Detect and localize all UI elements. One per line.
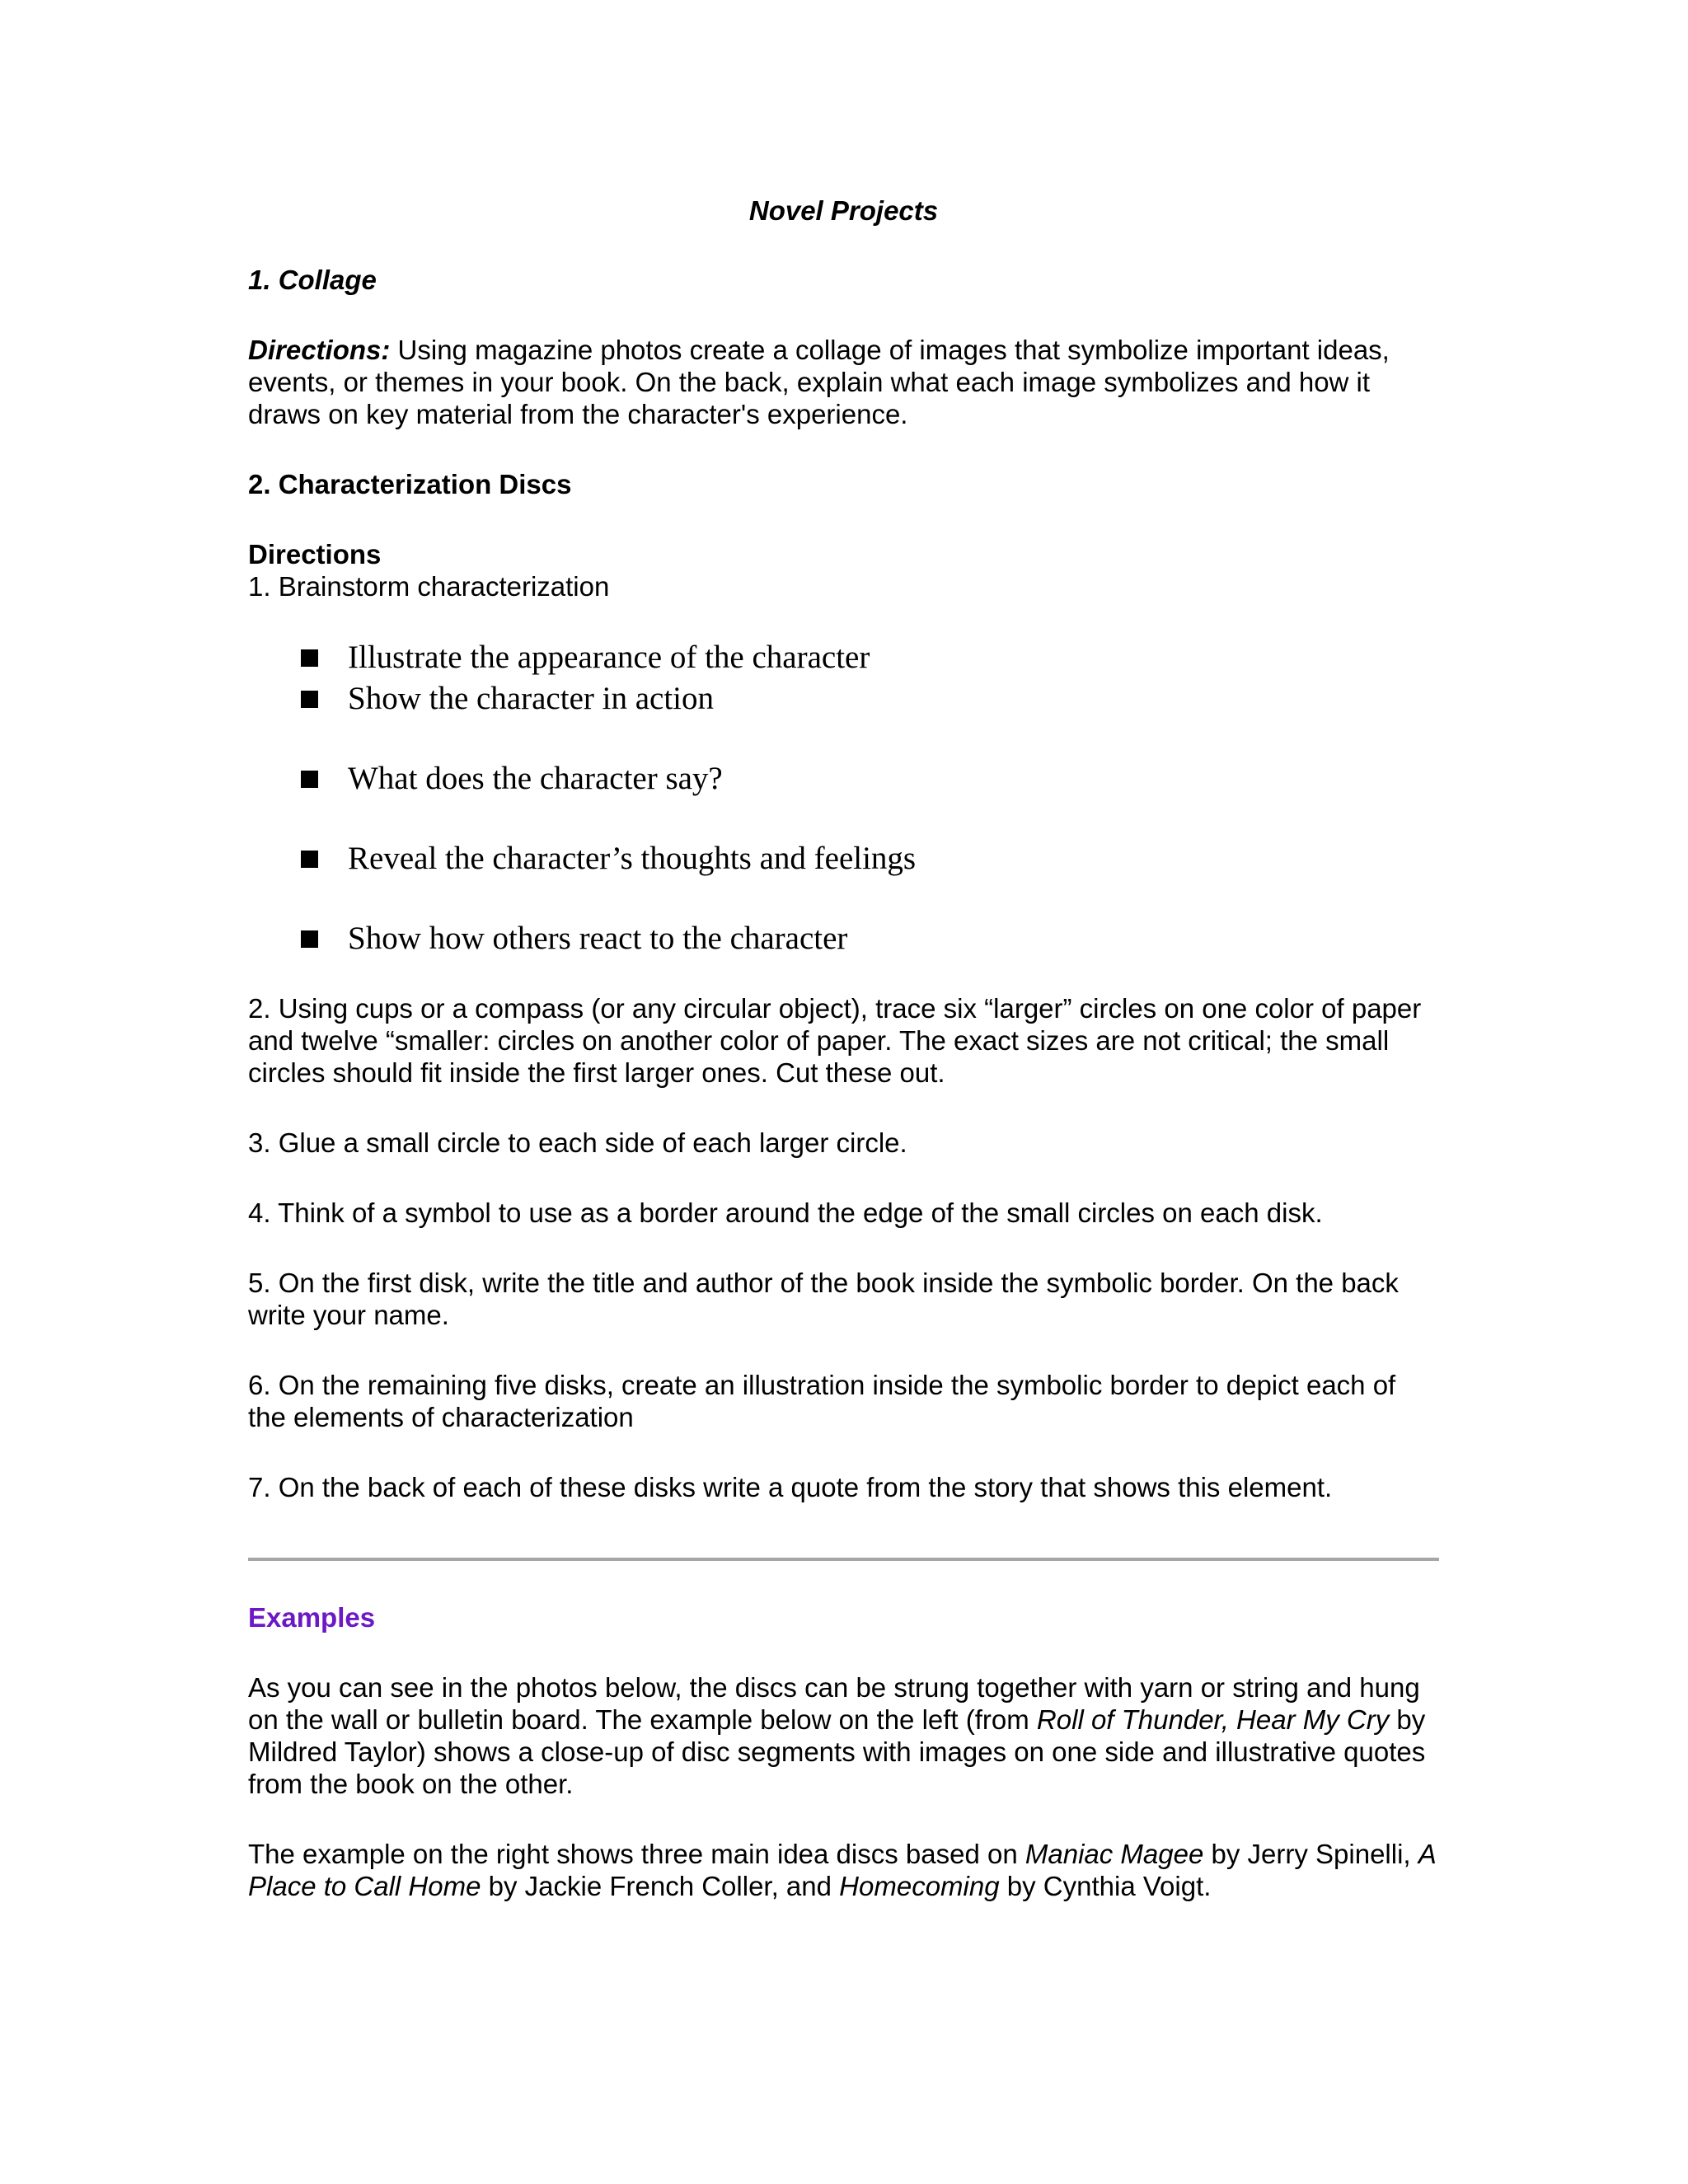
bullet-text: What does the character say? xyxy=(348,761,723,796)
book-title-homecoming: Homecoming xyxy=(839,1871,1000,1901)
discs-step-7: 7. On the back of each of these disks write a quote from the story that shows this element. xyxy=(248,1472,1333,1502)
examples-heading: Examples xyxy=(248,1602,376,1633)
square-bullet-icon xyxy=(301,771,318,788)
bullet-item xyxy=(248,758,1439,799)
discs-step-6: 6. On the remaining five disks, create an illustration inside the symbolic border to depict each of the elements of characterization xyxy=(248,1370,1396,1432)
square-bullet-icon xyxy=(301,930,318,948)
bullet-text: Show how others react to the character xyxy=(348,921,848,956)
examples-paragraph-2 xyxy=(248,1838,1439,1902)
collage-directions xyxy=(248,334,1439,430)
bullet-item xyxy=(248,637,1439,678)
examples-p2-text-d: by Cynthia Voigt. xyxy=(999,1871,1212,1901)
document-body xyxy=(248,194,1439,1902)
bullet-item xyxy=(248,678,1439,719)
discs-step-2: 2. Using cups or a compass (or any circular object), trace six “larger” circles on one color of paper and twelve “smaller: circles on another color of paper. The exact sizes are not critical; the small circles should fit inside the first larger ones. Cut these out. xyxy=(248,993,1422,1088)
square-bullet-icon xyxy=(301,649,318,667)
bullet-text: Show the character in action xyxy=(348,681,714,716)
discs-directions-heading: Directions xyxy=(248,539,382,569)
page-title: Novel Projects xyxy=(748,195,939,226)
book-title-roll-of-thunder: Roll of Thunder, Hear My Cry xyxy=(1036,1704,1390,1735)
discs-step-3: 3. Glue a small circle to each side of each larger circle. xyxy=(248,1127,907,1158)
examples-p2-text-c: by Jackie French Coller, and xyxy=(481,1871,840,1901)
examples-paragraph-1 xyxy=(248,1671,1439,1800)
book-title-maniac-magee: Maniac Magee xyxy=(1025,1839,1204,1869)
book-title-a-place-to-call-home: A Place to Call Home xyxy=(248,1839,1436,1901)
bullet-text: Reveal the character’s thoughts and feelings xyxy=(348,841,917,876)
examples-p2-text-b: by Jerry Spinelli, xyxy=(1203,1839,1418,1869)
discs-step-4: 4. Think of a symbol to use as a border around the edge of the small circles on each disk. xyxy=(248,1197,1323,1228)
examples-p1-text-b: by Mildred Taylor) shows a close-up of disc segments with images on one side and illustrative quotes from the book on the other. xyxy=(248,1704,1426,1799)
collage-directions-label: Directions: xyxy=(248,335,391,365)
square-bullet-icon xyxy=(301,691,318,708)
characterization-bullet-list xyxy=(248,637,1439,959)
collage-heading: 1. Collage xyxy=(248,265,377,295)
bullet-item xyxy=(248,838,1439,879)
bullet-item xyxy=(248,918,1439,959)
discs-step-1: 1. Brainstorm characterization xyxy=(248,571,610,602)
examples-p1-text-a: As you can see in the photos below, the discs can be strung together with yarn or string and hung on the wall or bulletin board. The example below on the left (from xyxy=(248,1672,1420,1735)
bullet-text: Illustrate the appearance of the character xyxy=(348,640,870,675)
examples-p2-text-a: The example on the right shows three main idea discs based on xyxy=(248,1839,1025,1869)
discs-heading: 2. Characterization Discs xyxy=(248,469,572,499)
collage-directions-text: Using magazine photos create a collage of images that symbolize important ideas, events, or themes in your book. On the back, explain what each image symbolizes and how it draws on key material from the character's experience. xyxy=(248,335,1390,429)
square-bullet-icon xyxy=(301,851,318,868)
discs-step-5: 5. On the first disk, write the title and author of the book inside the symbolic border. On the back write your name. xyxy=(248,1268,1399,1330)
